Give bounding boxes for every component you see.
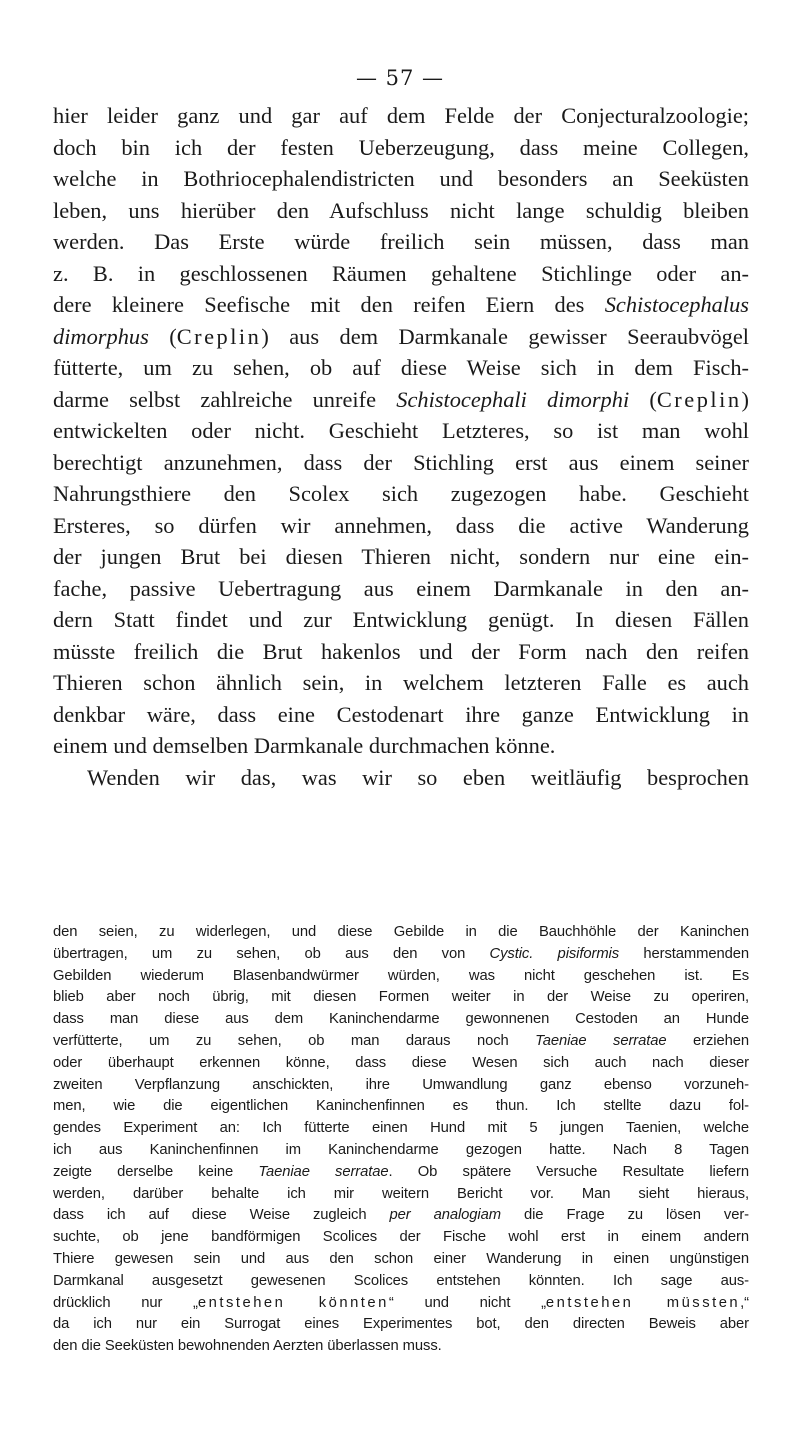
text-run: zeigte derselbe keine [53,1163,259,1180]
text-run: dass ich auf diese Weise zugleich [53,1207,390,1224]
footnote-line [53,1118,749,1140]
footnote-line [53,944,749,966]
footnote-line [53,1205,749,1227]
text-line [53,730,749,762]
text-run: drücklich nur „ [53,1294,198,1311]
text-run: blieb aber noch übrig, mit diesen Formen weiter in der Weise zu operiren, [53,989,749,1006]
text-run: ( [148,323,177,349]
text-run: dere kleinere Seefische mit den reifen Eiern des [53,292,605,317]
text-run: Nahrungsthiere den Scolex sich zugezogen habe. Geschieht [53,481,749,506]
text-run: hier leider ganz und gar auf dem Felde der Conjecturalzoologie; [53,103,749,128]
text-line [53,604,749,636]
text-line [53,163,749,195]
text-run: Thiere gewesen sein und aus den schon einer Wanderung in einen ungünstigen [53,1250,749,1267]
text-line [53,100,749,132]
text-line [53,541,749,573]
species-name: Taeniae serratae [258,1163,389,1180]
text-run: welche in Bothriocephalendistricten und besonders an Seeküsten [53,166,749,191]
text-line [53,762,749,794]
footnote-line [53,1140,749,1162]
text-run: der jungen Brut bei diesen Thieren nicht, sondern nur eine ein- [53,544,749,569]
text-run: darme selbst zahlreiche unreife [53,386,397,412]
text-line [53,573,749,605]
text-run: Thieren schon ähnlich sein, in welchem letzteren Falle es auch [53,670,749,695]
footnote-line [53,987,749,1009]
latin-phrase: per analogiam [389,1207,501,1224]
text-run: werden, darüber behalte ich mir weitern Bericht vor. Man sieht hieraus, [53,1185,749,1202]
footnote-line [53,1096,749,1118]
text-line [53,352,749,384]
footnote-line [53,1314,749,1336]
footnote-line [53,1031,749,1053]
text-run: fache, passive Uebertragung aus einem Darmkanale in den an- [53,575,749,601]
species-name: Schistocephali dimorphi [396,386,630,412]
text-line [53,510,749,542]
text-run: ( [629,386,657,412]
text-run: ,“ [740,1294,750,1311]
footnote-line [53,1009,749,1031]
text-run: müsste freilich die Brut hakenlos und der Form nach den reifen [53,638,749,664]
text-line [53,415,749,447]
page-number: — 57 — [355,66,445,90]
text-run: . Ob spätere Versuche Resultate liefern [388,1163,749,1180]
author-name: Creplin [656,386,742,412]
text-run: ) aus dem Darmkanale gewisser Seeraubvögel [261,323,749,349]
text-run: men, wie die eigentlichen Kaninchenfinnen es thun. Ich stellte dazu fol- [53,1098,749,1115]
text-run: verfütterte, um zu sehen, ob man daraus noch [53,1032,536,1049]
main-text [53,100,749,793]
text-run: fütterte, um zu sehen, ob auf diese Weise sich in dem Fisch- [53,355,749,380]
text-line [53,636,749,668]
footnote-line [53,1162,749,1184]
text-run: den seien, zu widerlegen, und diese Gebilde in die Bauchhöhle der Kaninchen [53,924,749,940]
species-name: dimorphus [53,323,149,349]
text-run: Gebilden wiederum Blasenbandwürmer würden, was nicht geschehen ist. Es [53,967,749,984]
text-run: Darmkanal ausgesetzt gewesenen Scolices entstehen könnten. Ich sage aus- [53,1272,749,1289]
text-run: herstammenden [619,945,749,962]
text-run: gendes Experiment an: Ich fütterte einen Hund mit 5 jungen Taenien, welche [53,1120,749,1137]
text-run: Ersteres, so dürfen wir annehmen, dass die active Wanderung [53,512,749,538]
text-run: einem und demselben Darmkanale durchmachen könne. [53,733,556,758]
footnote-line [53,966,749,988]
text-line [53,258,749,290]
text-run: dass man diese aus dem Kaninchendarme gewonnenen Cestoden an Hunde [53,1011,749,1028]
footnote-line [53,1293,749,1315]
footnote-line [53,922,749,944]
text-line [53,321,749,353]
text-run: leben, uns hierüber den Aufschluss nicht lange schuldig bleiben [53,197,749,223]
text-line [53,226,749,258]
text-run: ich aus Kaninchenfinnen im Kaninchendarme gezogen hatte. Nach 8 Tagen [53,1141,749,1158]
footnote-line [53,1053,749,1075]
text-run: doch bin ich der festen Ueberzeugung, dass meine Collegen, [53,134,749,160]
author-name: Creplin [176,323,262,349]
text-run: dern Statt findet und zur Entwicklung genügt. In diesen Fällen [53,607,749,632]
text-line [53,667,749,699]
text-run: zweiten Verpflanzung anschickten, ihre Umwandlung ganz ebenso vorzuneh- [53,1076,749,1093]
text-run: “ und nicht „ [388,1294,546,1311]
footnote-line [53,1336,749,1358]
text-run: den die Seeküsten bewohnenden Aerzten überlassen muss. [53,1338,442,1355]
species-name: Cystic. pisiformis [489,945,620,962]
text-line [53,478,749,510]
footnote-line [53,1271,749,1293]
footnote-line [53,1184,749,1206]
text-run: ) [741,386,749,412]
species-name: Schistocephalus [604,292,749,317]
emphasized-phrase: entstehen könnten [197,1294,389,1311]
text-run: werden. Das Erste würde freilich sein müssen, dass man [53,229,749,254]
text-run: denkbar wäre, dass eine Cestodenart ihre ganze Entwicklung in [53,701,749,727]
text-run: übertragen, um zu sehen, ob aus den von [53,945,490,962]
text-run: die Frage zu lösen ver- [500,1207,750,1224]
text-run: berechtigt anzunehmen, dass der Stichling erst aus einem seiner [53,449,749,475]
emphasized-phrase: entstehen müssten [545,1294,741,1311]
text-run: z. B. in geschlossenen Räumen gehaltene Stichlinge oder an- [53,260,749,286]
footnote-line [53,1249,749,1271]
footnote-line [53,1227,749,1249]
text-run: oder überhaupt erkennen könne, dass diese Wesen sich auch nach dieser [53,1054,749,1071]
species-name: Taeniae serratae [535,1032,667,1049]
text-run: erziehen [666,1032,749,1049]
text-line [53,195,749,227]
text-run: Wenden wir das, was wir so eben weitläufig besprochen [87,764,749,790]
text-line [53,384,749,416]
footnote-line [53,1075,749,1097]
footnote [53,922,749,1358]
text-run: entwickelten oder nicht. Geschieht Letzteres, so ist man wohl [53,418,749,443]
text-line [53,447,749,479]
text-line [53,132,749,164]
text-run: suchte, ob jene bandförmigen Scolices der Fische wohl erst in einem andern [53,1229,749,1246]
text-line [53,289,749,321]
text-line [53,699,749,731]
text-run: da ich nur ein Surrogat eines Experimentes bot, den directen Beweis aber [53,1316,749,1333]
